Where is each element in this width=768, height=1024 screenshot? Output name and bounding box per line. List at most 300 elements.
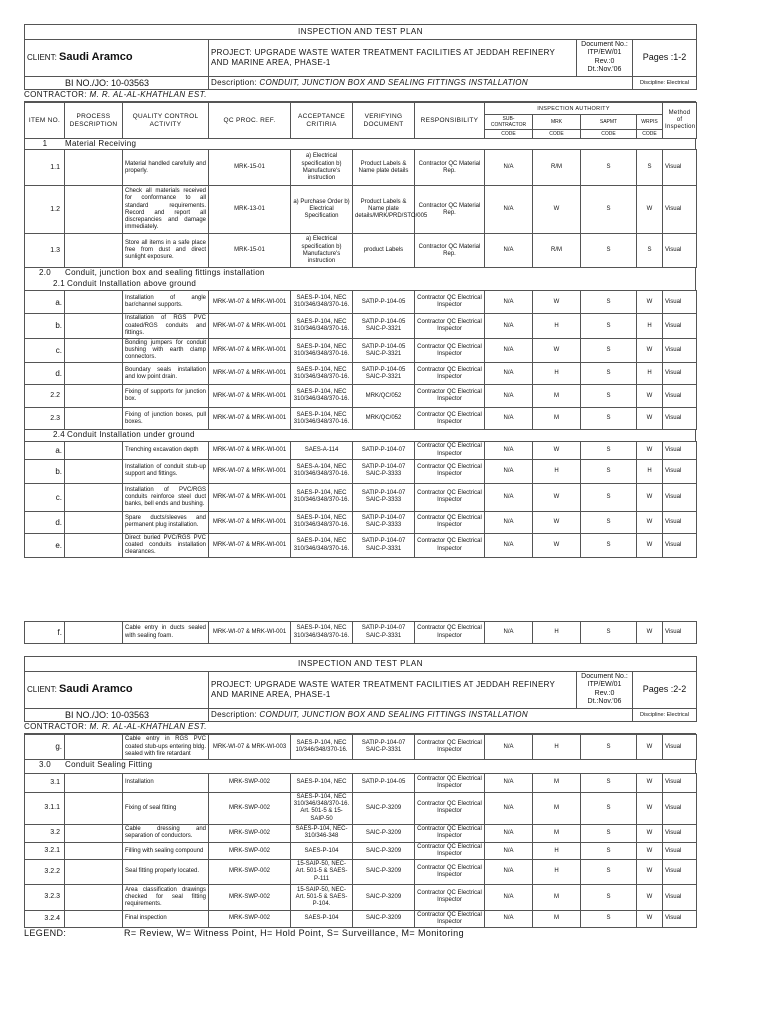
verifying-document: SATIP-P-104-05 SAIC-P-3321 xyxy=(353,314,415,339)
itp-main-table-1 xyxy=(24,102,697,139)
col-mrk: MRK xyxy=(533,115,581,130)
table-row xyxy=(25,824,697,842)
inspection-method: Visual xyxy=(663,511,697,533)
code-wrpis: W xyxy=(637,408,663,430)
legend-text: R= Review, W= Witness Point, H= Hold Point, S= Surveillance, M= Monitoring xyxy=(124,928,464,938)
qc-activity: Cable dressing and separation of conductors. xyxy=(123,824,209,842)
responsibility: Contractor QC Electrical Inspector xyxy=(415,385,485,408)
code-sapmt: S xyxy=(581,884,637,910)
section-header-2-1 xyxy=(24,279,696,290)
code-mrk: M xyxy=(533,792,581,824)
code-sapmt: S xyxy=(581,291,637,314)
section-title: Material Receiving xyxy=(65,139,137,149)
client-label: CLIENT: xyxy=(27,685,57,695)
table-row xyxy=(25,483,697,511)
inspection-method: Visual xyxy=(663,735,697,760)
process-cell xyxy=(65,459,123,483)
code-wrpis: W xyxy=(637,735,663,760)
responsibility: Contractor QC Electrical Inspector xyxy=(415,884,485,910)
process-cell xyxy=(65,234,123,268)
acceptance-criteria: SAES-P-104, NEC 310/346/348/370-16. Art. 501-5 & 15-SAIP-50 xyxy=(291,792,353,824)
verifying-document: SATIP-P-104-05 xyxy=(353,291,415,314)
verifying-document: SAIC-P-3209 xyxy=(353,824,415,842)
table-row xyxy=(25,511,697,533)
code-sub-contractor: N/A xyxy=(485,186,533,234)
col-acceptance: ACCEPTANCE CRITIRIA xyxy=(291,103,353,139)
col-method: Method of Inspection xyxy=(663,103,697,139)
code-mrk: H xyxy=(533,459,581,483)
responsibility: Contractor QC Electrical Inspector xyxy=(415,291,485,314)
description-label: Description: xyxy=(211,710,257,720)
acceptance-criteria: SAES-P-104, NEC 310/346/348/370-16. xyxy=(291,533,353,558)
code-mrk: W xyxy=(533,511,581,533)
inspection-method: Visual xyxy=(663,408,697,430)
code-sub-contractor: N/A xyxy=(485,385,533,408)
qc-proc-ref: MRK-WI-07 & MRK-WI-001 xyxy=(209,622,291,644)
acceptance-criteria: SAES-P-104, NEC-310/346-348 xyxy=(291,824,353,842)
discipline: Discipline: Electrical xyxy=(633,708,697,722)
description-value: CONDUIT, JUNCTION BOX AND SEALING FITTINGS INSTALLATION xyxy=(259,78,528,88)
section-number: 2.0 xyxy=(38,268,52,278)
process-cell xyxy=(65,842,123,859)
inspection-method: Visual xyxy=(663,792,697,824)
table-row xyxy=(25,314,697,339)
section-title: Conduit Installation above ground xyxy=(67,279,197,289)
code-sub-contractor: N/A xyxy=(485,792,533,824)
code-wrpis: W xyxy=(637,186,663,234)
row-f-table xyxy=(24,621,697,644)
qc-activity: Check all materials received for conformance to all standard requirements. Record and report all discrepancies and damage immediately. xyxy=(123,186,209,234)
code-wrpis: CODE xyxy=(637,130,663,139)
code-mrk: M xyxy=(533,408,581,430)
item-number: 3.2.3 xyxy=(25,884,65,910)
process-cell xyxy=(65,735,123,760)
code-mrk: M xyxy=(533,385,581,408)
client-cell xyxy=(25,672,209,709)
code-sapmt: S xyxy=(581,511,637,533)
doc-no-label: Document No.: xyxy=(581,41,628,48)
code-wrpis: W xyxy=(637,442,663,459)
col-wrpis: WRPIS xyxy=(637,115,663,130)
qc-activity: Installation of conduit stub-up support and fittings. xyxy=(123,459,209,483)
responsibility: Contractor QC Electrical Inspector xyxy=(415,622,485,644)
code-wrpis: H xyxy=(637,363,663,385)
itp-page-2 xyxy=(24,656,696,928)
client-name: Saudi Aramco xyxy=(59,683,133,696)
process-cell xyxy=(65,910,123,927)
section-number: 3.0 xyxy=(38,759,52,769)
verifying-document: Product Labels & Name plate details/MRK/PRD/STO/005 xyxy=(353,186,415,234)
col-inspection-authority: INSPECTION AUTHORITY xyxy=(485,103,663,115)
contractor-line xyxy=(24,90,696,102)
code-sub-contractor: N/A xyxy=(485,860,533,885)
qc-proc-ref: MRK-WI-07 & MRK-WI-001 xyxy=(209,314,291,339)
responsibility: Contractor QC Electrical Inspector xyxy=(415,314,485,339)
inspection-method: Visual xyxy=(663,824,697,842)
process-cell xyxy=(65,442,123,459)
code-sapmt: S xyxy=(581,824,637,842)
bi-number: BI NO./JO: 10-03563 xyxy=(25,76,209,90)
code-sapmt: S xyxy=(581,385,637,408)
process-cell xyxy=(65,622,123,644)
doc-no-value: ITP/EW/01 Rev.:0 xyxy=(587,681,622,697)
col-qc-activity: QUALITY CONTROL ACTIVITY xyxy=(123,103,209,139)
table-row xyxy=(25,622,697,644)
verifying-document: SATIP-P-104-07 xyxy=(353,442,415,459)
process-cell xyxy=(65,773,123,792)
col-sub-contractor: SUB-CONTRACTOR xyxy=(485,115,533,130)
responsibility: Contractor QC Electrical Inspector xyxy=(415,459,485,483)
code-wrpis: S xyxy=(637,150,663,186)
table-row xyxy=(25,773,697,792)
col-responsibility: RESPONSIBILITY xyxy=(415,103,485,139)
verifying-document: SATIP-P-104-07 SAIC-P-3331 xyxy=(353,622,415,644)
acceptance-criteria: 15-SAIP-50, NEC- Art. 501-5 & SAES-P-104. xyxy=(291,884,353,910)
verifying-document: SAIC-P-3209 xyxy=(353,860,415,885)
code-mrk: W xyxy=(533,483,581,511)
qc-activity: Filling with sealing compound xyxy=(123,842,209,859)
code-mrk: W xyxy=(533,442,581,459)
section-number: 2.1 xyxy=(52,279,65,289)
acceptance-criteria: SAES-P-104, NEC 310/346/348/370-16. xyxy=(291,511,353,533)
item-number: 3.2.2 xyxy=(25,860,65,885)
code-sub-contractor: N/A xyxy=(485,773,533,792)
code-sub-contractor: N/A xyxy=(485,483,533,511)
code-mrk: W xyxy=(533,186,581,234)
bi-number: BI NO./JO: 10-03563 xyxy=(25,708,209,722)
item-number: 3.2 xyxy=(25,824,65,842)
verifying-document: SATIP-P-104-05 xyxy=(353,773,415,792)
legend xyxy=(24,928,464,938)
qc-proc-ref: MRK-WI-07 & MRK-WI-001 xyxy=(209,459,291,483)
code-wrpis: W xyxy=(637,884,663,910)
item-number: d. xyxy=(25,511,65,533)
item-number: c. xyxy=(25,483,65,511)
code-sapmt: S xyxy=(581,792,637,824)
doc-no-value: ITP/EW/01 Rev.:0 xyxy=(587,49,622,65)
acceptance-criteria: SAES-P-104, NEC 310/346/348/370-16. xyxy=(291,622,353,644)
code-mrk: M xyxy=(533,824,581,842)
item-number: a. xyxy=(25,442,65,459)
code-sapmt: S xyxy=(581,910,637,927)
code-mrk: M xyxy=(533,884,581,910)
code-mrk: H xyxy=(533,842,581,859)
description-value: CONDUIT, JUNCTION BOX AND SEALING FITTINGS INSTALLATION xyxy=(259,710,528,720)
continuation-row xyxy=(24,621,696,644)
verifying-document: MRK/QC/052 xyxy=(353,408,415,430)
code-wrpis: W xyxy=(637,622,663,644)
table-row xyxy=(25,533,697,558)
responsibility: Contractor QC Electrical Inspector xyxy=(415,533,485,558)
qc-activity: Final inspection xyxy=(123,910,209,927)
inspection-method: Visual xyxy=(663,150,697,186)
code-wrpis: W xyxy=(637,792,663,824)
section-header-2-4 xyxy=(24,430,696,441)
item-number: 1.3 xyxy=(25,234,65,268)
code-sub-contractor: N/A xyxy=(485,622,533,644)
code-wrpis: S xyxy=(637,234,663,268)
process-cell xyxy=(65,150,123,186)
contractor-value: M. R. AL-AL-KHATHLAN EST. xyxy=(89,90,207,100)
table-row xyxy=(25,842,697,859)
doc-date: Dt.:Nov.'06 xyxy=(587,66,622,74)
col-verifying: VERIFYING DOCUMENT xyxy=(353,103,415,139)
acceptance-criteria: 15-SAIP-50, NEC- Art. 501-5 & SAES-P-111 xyxy=(291,860,353,885)
code-mrk: CODE xyxy=(533,130,581,139)
code-sub-contractor: N/A xyxy=(485,314,533,339)
code-sapmt: S xyxy=(581,442,637,459)
item-number: b. xyxy=(25,314,65,339)
verifying-document: SATIP-P-104-05 SAIC-P-3321 xyxy=(353,363,415,385)
code-wrpis: W xyxy=(637,291,663,314)
code-wrpis: W xyxy=(637,338,663,363)
verifying-document: SATIP-P-104-07 SAIC-P-3333 xyxy=(353,459,415,483)
code-sapmt: S xyxy=(581,860,637,885)
item-number: 1.1 xyxy=(25,150,65,186)
description-label: Description: xyxy=(211,78,257,88)
qc-activity: Area classification drawings checked for seal fitting requirements. xyxy=(123,884,209,910)
code-wrpis: W xyxy=(637,910,663,927)
code-mrk: W xyxy=(533,338,581,363)
responsibility: Contractor QC Electrical Inspector xyxy=(415,511,485,533)
col-sapmt: SAPMT xyxy=(581,115,637,130)
item-number: b. xyxy=(25,459,65,483)
inspection-method: Visual xyxy=(663,860,697,885)
qc-activity: Direct buried PVC/RGS PVC coated conduits installation clearances. xyxy=(123,533,209,558)
code-mrk: R/M xyxy=(533,150,581,186)
qc-activity: Material handled carefully and properly. xyxy=(123,150,209,186)
table-row xyxy=(25,735,697,760)
item-number: 2.2 xyxy=(25,385,65,408)
table-row xyxy=(25,385,697,408)
section-title: Conduit, junction box and sealing fittings installation xyxy=(65,268,265,278)
responsibility: Contractor QC Electrical Inspector xyxy=(415,363,485,385)
inspection-method: Visual xyxy=(663,385,697,408)
responsibility: Contractor QC Electrical Inspector xyxy=(415,910,485,927)
code-sub-contractor: N/A xyxy=(485,234,533,268)
client-label: CLIENT: xyxy=(27,53,57,63)
acceptance-criteria: SAES-P-104, NEC 310/346/348/370-16. xyxy=(291,408,353,430)
code-sub: CODE xyxy=(485,130,533,139)
inspection-method: Visual xyxy=(663,314,697,339)
code-sapmt: S xyxy=(581,773,637,792)
description xyxy=(209,76,633,90)
code-mrk: W xyxy=(533,291,581,314)
itp-header-table-2 xyxy=(24,656,697,722)
table-row xyxy=(25,442,697,459)
code-mrk: H xyxy=(533,622,581,644)
process-cell xyxy=(65,186,123,234)
code-sub-contractor: N/A xyxy=(485,511,533,533)
responsibility: Contractor QC Material Rep. xyxy=(415,150,485,186)
process-cell xyxy=(65,792,123,824)
itp-page-1 xyxy=(24,24,696,558)
col-qc-proc: QC PROC. REF. xyxy=(209,103,291,139)
code-sapmt: S xyxy=(581,622,637,644)
responsibility: Contractor QC Electrical Inspector xyxy=(415,442,485,459)
qc-proc-ref: MRK-SWP-002 xyxy=(209,910,291,927)
inspection-method: Visual xyxy=(663,459,697,483)
client-name: Saudi Aramco xyxy=(59,51,133,64)
qc-proc-ref: MRK-SWP-002 xyxy=(209,773,291,792)
code-wrpis: W xyxy=(637,385,663,408)
contractor-label: CONTRACTOR: xyxy=(24,90,87,100)
code-sub-contractor: N/A xyxy=(485,150,533,186)
code-sapmt: S xyxy=(581,186,637,234)
qc-proc-ref: MRK-15-01 xyxy=(209,150,291,186)
item-number: 1.2 xyxy=(25,186,65,234)
inspection-method: Visual xyxy=(663,186,697,234)
qc-activity: Installation xyxy=(123,773,209,792)
table-row xyxy=(25,459,697,483)
table-row xyxy=(25,234,697,268)
responsibility: Contractor QC Electrical Inspector xyxy=(415,773,485,792)
inspection-method: Visual xyxy=(663,622,697,644)
item-number: 3.2.4 xyxy=(25,910,65,927)
section-header-1 xyxy=(24,139,696,149)
code-sapmt: S xyxy=(581,150,637,186)
code-wrpis: W xyxy=(637,511,663,533)
responsibility: Contractor QC Electrical Inspector xyxy=(415,824,485,842)
document-number xyxy=(577,672,633,709)
code-mrk: R/M xyxy=(533,234,581,268)
acceptance-criteria: SAES-P-104, NEC 310/346/348/370-16. xyxy=(291,385,353,408)
code-wrpis: W xyxy=(637,860,663,885)
process-cell xyxy=(65,511,123,533)
code-sub-contractor: N/A xyxy=(485,910,533,927)
inspection-method: Visual xyxy=(663,483,697,511)
section-number: 1 xyxy=(42,139,48,149)
qc-activity: Cable entry in RGS PVC coated stub-ups entering bldg. sealed with fire retardant xyxy=(123,735,209,760)
acceptance-criteria: SAES-P-104, NEC 310/346/348/370-16. xyxy=(291,338,353,363)
inspection-method: Visual xyxy=(663,533,697,558)
qc-proc-ref: MRK-WI-07 & MRK-WI-001 xyxy=(209,338,291,363)
acceptance-criteria: SAES-A-114 xyxy=(291,442,353,459)
item-number: e. xyxy=(25,533,65,558)
code-mrk: M xyxy=(533,910,581,927)
acceptance-criteria: SAES-P-104, NEC 310/346/348/370-16. xyxy=(291,363,353,385)
code-sub-contractor: N/A xyxy=(485,291,533,314)
code-sub-contractor: N/A xyxy=(485,533,533,558)
inspection-method: Visual xyxy=(663,363,697,385)
inspection-method: Visual xyxy=(663,910,697,927)
responsibility: Contractor QC Electrical Inspector xyxy=(415,483,485,511)
doc-date: Dt.:Nov.'06 xyxy=(587,698,622,706)
inspection-method: Visual xyxy=(663,234,697,268)
qc-activity: Cable entry in ducts sealed with sealing foam. xyxy=(123,622,209,644)
code-sub-contractor: N/A xyxy=(485,408,533,430)
qc-activity: Installation of PVC/RGS conduits reinforce steel duct banks, bell ends and bushing. xyxy=(123,483,209,511)
responsibility: Contractor QC Material Rep. xyxy=(415,234,485,268)
description xyxy=(209,708,633,722)
table-row xyxy=(25,186,697,234)
verifying-document: SATIP-P-104-07 SAIC-P-3331 xyxy=(353,735,415,760)
acceptance-criteria: SAES-P-104 xyxy=(291,910,353,927)
code-sapmt: S xyxy=(581,842,637,859)
discipline: Discipline: Electrical xyxy=(633,76,697,90)
acceptance-criteria: SAES-P-104 xyxy=(291,842,353,859)
qc-proc-ref: MRK-SWP-002 xyxy=(209,824,291,842)
code-sub-contractor: N/A xyxy=(485,442,533,459)
item-number: f. xyxy=(25,622,65,644)
table-row xyxy=(25,408,697,430)
responsibility: Contractor QC Electrical Inspector xyxy=(415,338,485,363)
process-cell xyxy=(65,338,123,363)
responsibility: Contractor QC Electrical Inspector xyxy=(415,408,485,430)
code-sapmt: CODE xyxy=(581,130,637,139)
verifying-document: SAIC-P-3209 xyxy=(353,910,415,927)
qc-proc-ref: MRK-WI-07 & MRK-WI-001 xyxy=(209,408,291,430)
itp-title: INSPECTION AND TEST PLAN xyxy=(25,657,697,672)
table-row xyxy=(25,910,697,927)
itp-title: INSPECTION AND TEST PLAN xyxy=(25,25,697,40)
inspection-method: Visual xyxy=(663,442,697,459)
client-cell xyxy=(25,40,209,77)
section-title: Conduit Installation under ground xyxy=(67,430,195,440)
qc-activity: Fixing of seal fitting xyxy=(123,792,209,824)
code-wrpis: W xyxy=(637,773,663,792)
code-sub-contractor: N/A xyxy=(485,459,533,483)
qc-activity: Fixing of supports for junction box. xyxy=(123,385,209,408)
acceptance-criteria: SAES-P-104, NEC 10/346/348/370-16. xyxy=(291,735,353,760)
code-wrpis: W xyxy=(637,533,663,558)
rows-under-ground xyxy=(24,441,697,558)
acceptance-criteria: a) Electrical specification b) Manufacture's instruction xyxy=(291,234,353,268)
acceptance-criteria: a) Electrical specification b) Manufacture's instruction xyxy=(291,150,353,186)
code-mrk: H xyxy=(533,735,581,760)
itp-header-table-1 xyxy=(24,24,697,90)
inspection-method: Visual xyxy=(663,291,697,314)
code-sapmt: S xyxy=(581,483,637,511)
section-header-3 xyxy=(24,760,696,773)
table-row xyxy=(25,860,697,885)
table-row xyxy=(25,884,697,910)
page-count: Pages :1-2 xyxy=(633,40,697,77)
row-g-table xyxy=(24,734,697,760)
qc-activity: Trenching excavation depth xyxy=(123,442,209,459)
qc-proc-ref: MRK-WI-07 & MRK-WI-001 xyxy=(209,483,291,511)
code-mrk: H xyxy=(533,314,581,339)
process-cell xyxy=(65,533,123,558)
code-mrk: W xyxy=(533,533,581,558)
contractor-value: M. R. AL-AL-KHATHLAN EST. xyxy=(89,722,207,732)
process-cell xyxy=(65,291,123,314)
inspection-method: Visual xyxy=(663,338,697,363)
contractor-label: CONTRACTOR: xyxy=(24,722,87,732)
code-wrpis: W xyxy=(637,824,663,842)
table-row xyxy=(25,338,697,363)
responsibility: Contractor QC Electrical Inspector xyxy=(415,735,485,760)
item-number: d. xyxy=(25,363,65,385)
qc-activity: Installation of angle bar/channel supports. xyxy=(123,291,209,314)
responsibility: Contractor QC Electrical Inspector xyxy=(415,792,485,824)
code-sub-contractor: N/A xyxy=(485,735,533,760)
qc-proc-ref: MRK-WI-07 & MRK-WI-003 xyxy=(209,735,291,760)
project-title: PROJECT: UPGRADE WASTE WATER TREATMENT FACILITIES AT JEDDAH REFINERY AND MARINE AREA, PHASE-1 xyxy=(209,40,577,77)
process-cell xyxy=(65,824,123,842)
qc-proc-ref: MRK-SWP-002 xyxy=(209,792,291,824)
verifying-document: SAIC-P-3209 xyxy=(353,842,415,859)
code-mrk: H xyxy=(533,860,581,885)
qc-activity: Installation of RGS PVC coated/RGS conduits and fittings. xyxy=(123,314,209,339)
section-title: Conduit Sealing Fitting xyxy=(65,759,153,769)
process-cell xyxy=(65,314,123,339)
verifying-document: SAIC-P-3209 xyxy=(353,884,415,910)
qc-activity: Fixing of junction boxes, pull boxes. xyxy=(123,408,209,430)
rows-sealing-fitting xyxy=(24,773,697,928)
contractor-line xyxy=(24,722,696,734)
process-cell xyxy=(65,385,123,408)
